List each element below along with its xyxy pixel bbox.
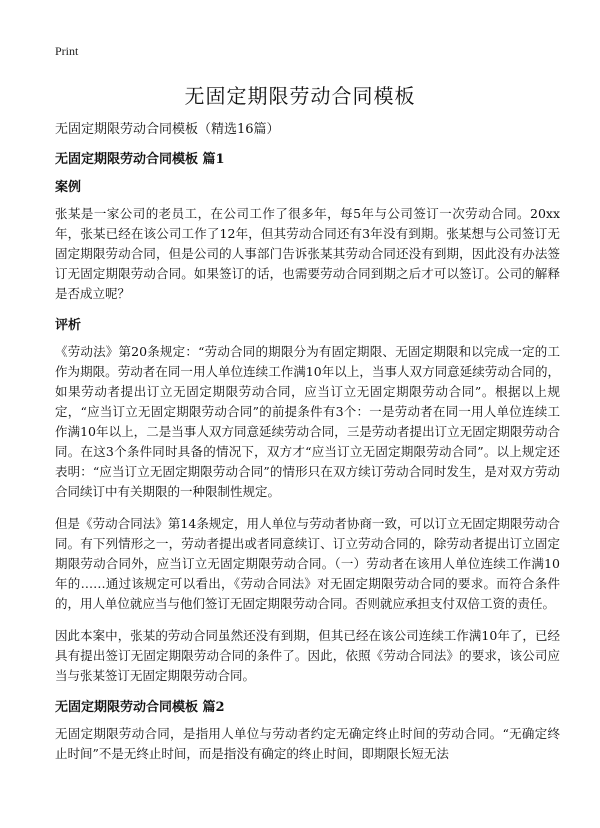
document-body [55,120,560,776]
print-link[interactable]: Print [55,44,79,58]
section-heading-1: 无固定期限劳动合同模板 篇1 [55,152,225,167]
case-heading: 案例 [55,180,82,195]
case-paragraph: 张某是一家公司的老员工，在公司工作了很多年，每5年与公司签订一次劳动合同。20xx年，张某已经在该公司工作了12年，但其劳动合同还有3年没有到期。张某想与公司签订无固定期限劳动合同，但是公司的人事部门告诉张某其劳动合同还没有到期，因此没有办法签订无固定期限劳动合同。如果签订的话，也需要劳动合同到期之后才可以签订。公司的解释是否成立呢？ [55,206,560,301]
document-subtitle: 无固定期限劳动合同模板（精选16篇） [55,122,280,137]
page-title: 无固定期限劳动合同模板 [184,84,416,108]
analysis-paragraph-1: 《劳动法》第20条规定：“劳动合同的期限分为有固定期限、无固定期限和以完成一定的工作为期限。劳动者在同一用人单位连续工作满10年以上，当事人双方同意延续劳动合同的，如果劳动者提出订立无固定期限劳动合同，应当订立无固定期限劳动合同”。根据以上规定，“应当订立无固定期限劳动合同”的前提条件有3个：一是劳动者在同一用人单位连续工作满10年以上，二是当事人双方同意延续劳动合同，三是劳动者提出订立无固定期限劳动合同。在这3个条件同时具备的情况下，双方才“应当订立无固定期限劳动合同”。以上规定还表明：“应当订立无固定期限劳动合同”的情形只在双方续订劳动合同时发生，是对双方劳动合同续订中有关期限的一种限制性规定。 [55,344,560,499]
section2-paragraph-1: 无固定期限劳动合同，是指用人单位与劳动者约定无确定终止时间的劳动合同。“无确定终止时间”不是无终止时间，而是指没有确定的终止时间，即期限长短无法 [55,726,560,761]
section-heading-2: 无固定期限劳动合同模板 篇2 [55,700,225,715]
analysis-paragraph-3: 因此本案中，张某的劳动合同虽然还没有到期，但其已经在该公司连续工作满10年了，已经具有提出签订无固定期限劳动合同的条件了。因此，依照《劳动合同法》的要求，该公司应当与张某签订无固定期限劳动合同。 [55,628,560,683]
analysis-heading: 评析 [55,318,82,333]
analysis-paragraph-2: 但是《劳动合同法》第14条规定，用人单位与劳动者协商一致，可以订立无固定期限劳动合同。有下列情形之一，劳动者提出或者同意续订、订立劳动合同的，除劳动者提出订立固定期限劳动合同外，应当订立无固定期限劳动合同。（一）劳动者在该用人单位连续工作满10年的……通过该规定可以看出，《劳动合同法》对无固定期限劳动合同的要求。而符合条件的，用人单位就应当与他们签订无固定期限劳动合同。否则就应承担支付双倍工资的责任。 [55,516,560,611]
